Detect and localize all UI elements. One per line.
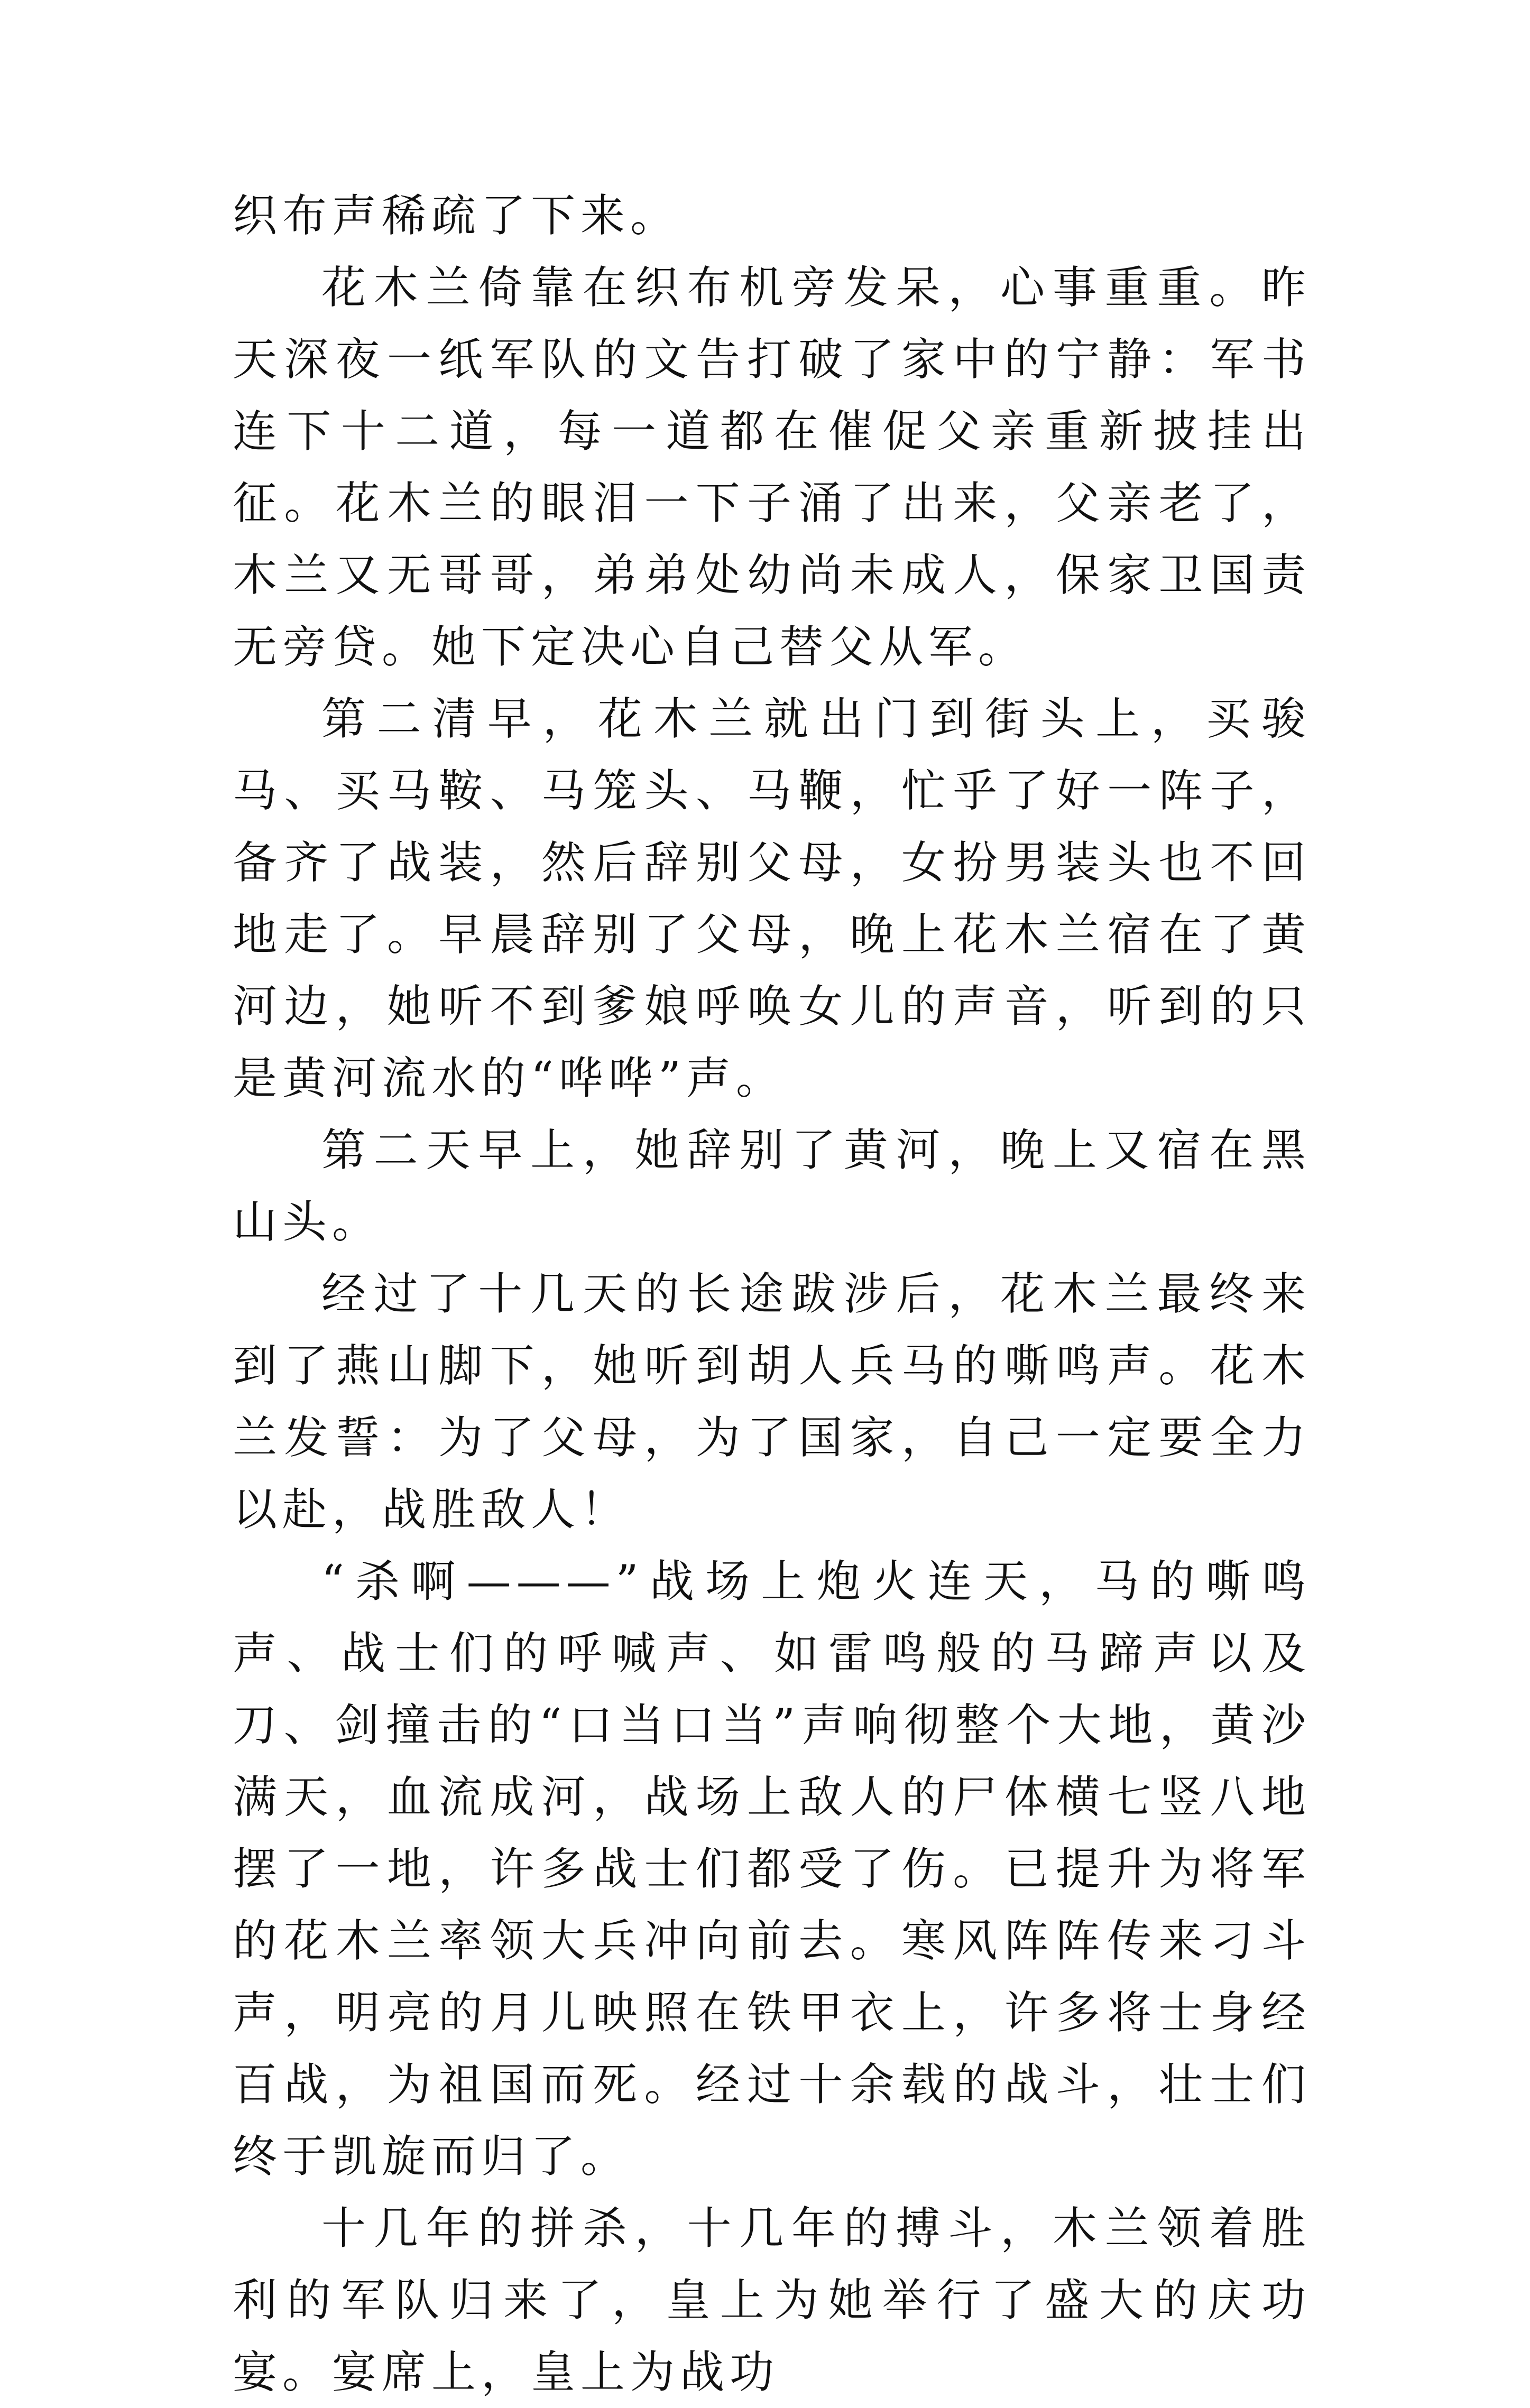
paragraph-2: 花木兰倚靠在织布机旁发呆，心事重重。昨天深夜一纸军队的文告打破了家中的宁静：军书连下十二道，每一道都在催促父亲重新披挂出征。花木兰的眼泪一下子涌了出来，父亲老了，木兰又无哥哥，弟弟处幼尚未成人，保家卫国责无旁贷。她下定决心自己替父从军。: [233, 262, 1311, 673]
paragraph-4: 第二天早上，她辞别了黄河，晚上又宿在黑山头。: [233, 1124, 1311, 1248]
paragraph-1: 织布声稀疏了下来。: [233, 190, 680, 242]
paragraph-6: “杀啊———”战场上炮火连天，马的嘶鸣声、战士们的呼喊声、如雷鸣般的马蹄声以及刀、剑撞击的“口当口当”声响彻整个大地，黄沙满天，血流成河，战场上敌人的尸体横七竖八地摆了一地，许多战士们都受了伤。已提升为将军的花木兰率领大兵冲向前去。寒风阵阵传来刁斗声，明亮的月儿映照在铁甲衣上，许多将士身经百战，为祖国而死。经过十余载的战斗，壮士们终于凯旋而归了。: [233, 1555, 1311, 2182]
paragraph-5: 经过了十几天的长途跋涉后，花木兰最终来到了燕山脚下，她听到胡人兵马的嘶鸣声。花木兰发誓：为了父母，为了国家，自己一定要全力以赴，战胜敌人！: [233, 1268, 1311, 1535]
paragraph-3: 第二清早，花木兰就出门到街头上，买骏马、买马鞍、马笼头、马鞭，忙乎了好一阵子，备齐了战装，然后辞别父母，女扮男装头也不回地走了。早晨辞别了父母，晚上花木兰宿在了黄河边，她听不到爹娘呼唤女儿的声音，听到的只是黄河流水的“哗哗”声。: [233, 693, 1311, 1104]
paragraph-7: 十几年的拼杀，十几年的搏斗，木兰领着胜利的军队归来了，皇上为她举行了盛大的庆功宴。宴席上，皇上为战功: [233, 2202, 1311, 2398]
body-text: [233, 180, 1311, 2408]
